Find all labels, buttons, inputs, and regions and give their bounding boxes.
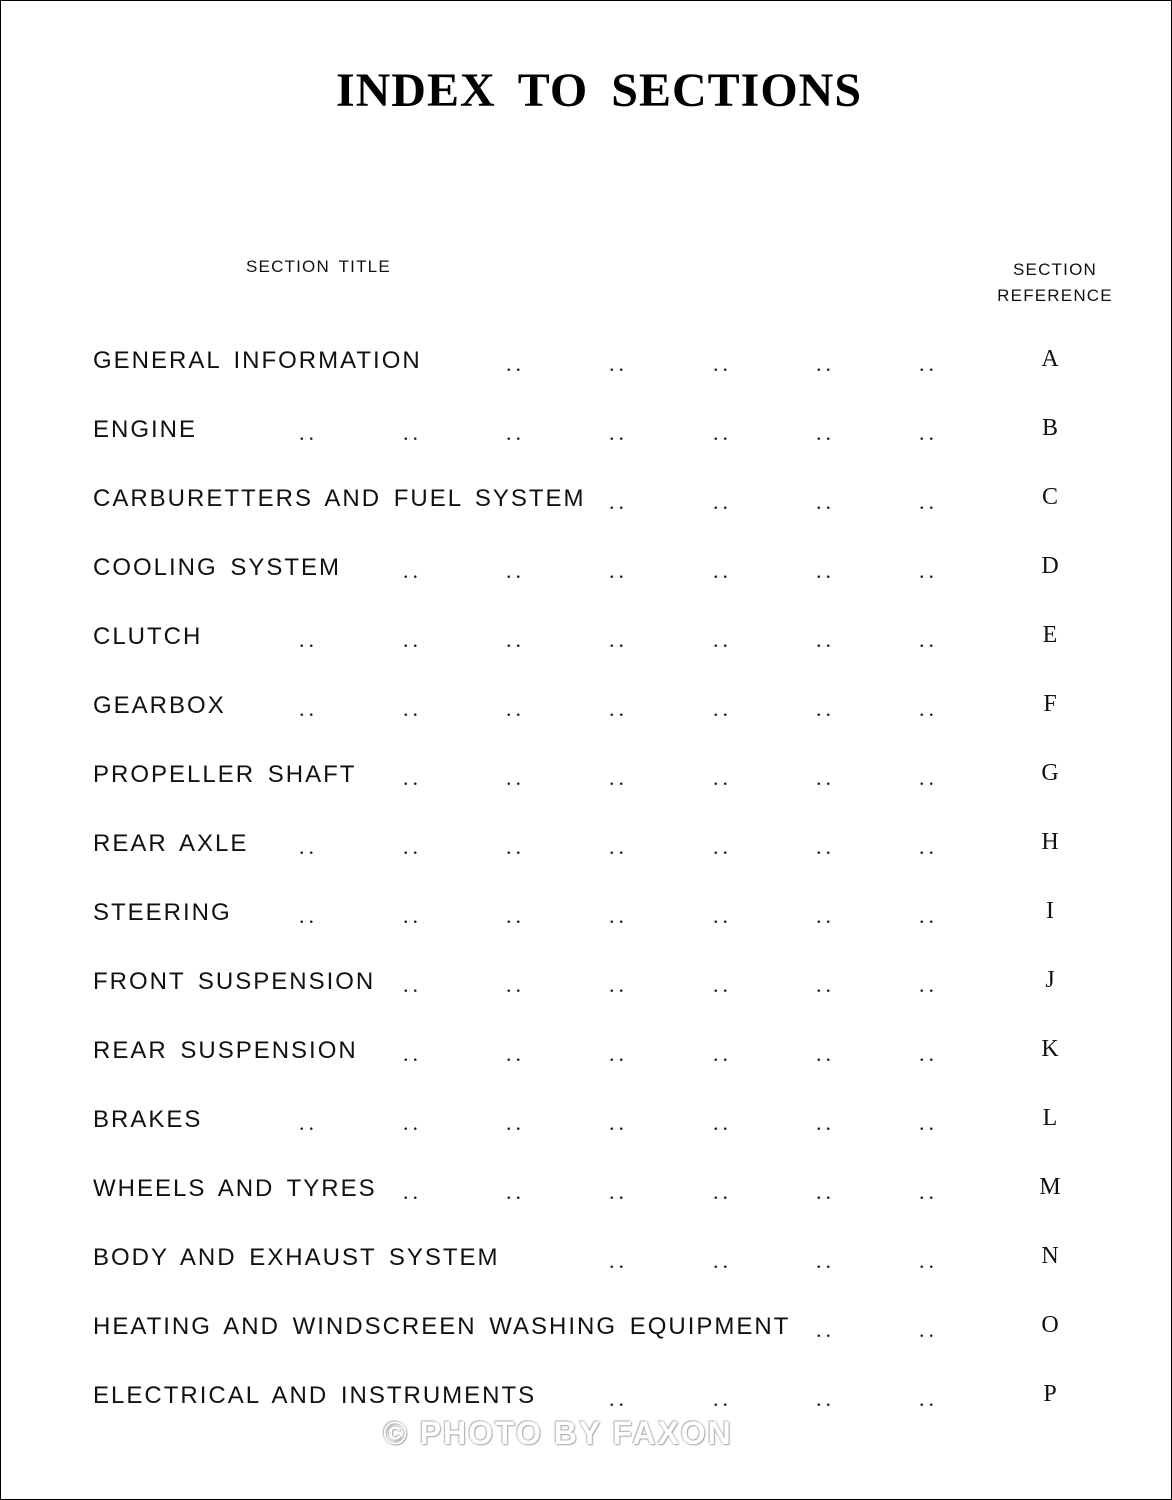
leader-dots: ..	[816, 1317, 835, 1342]
leader-dots: ..	[299, 834, 318, 859]
leader-dots: ..	[816, 696, 835, 721]
leader-dots: ..	[816, 1179, 835, 1204]
leader-dots: ..	[713, 1041, 732, 1066]
section-title: FRONT SUSPENSION	[93, 968, 376, 995]
section-reference-column-header	[981, 257, 1129, 309]
section-title: ENGINE	[93, 416, 198, 443]
leader-dots: ..	[713, 351, 732, 376]
section-row	[1, 761, 1172, 801]
section-row	[1, 1244, 1172, 1284]
leader-dots: ..	[713, 489, 732, 514]
section-title: HEATING AND WINDSCREEN WASHING EQUIPMENT	[93, 1313, 791, 1340]
section-reference: K	[1041, 1036, 1059, 1062]
leader-dots: ..	[713, 558, 732, 583]
leader-dots: ..	[609, 1110, 628, 1135]
leader-dots: ..	[506, 696, 525, 721]
leader-dots: ..	[919, 696, 938, 721]
section-row	[1, 692, 1172, 732]
leader-dots: ..	[609, 765, 628, 790]
leader-dots: ..	[506, 834, 525, 859]
leader-dots: ..	[506, 627, 525, 652]
leader-dots: ..	[609, 903, 628, 928]
leader-dots: ..	[713, 1248, 732, 1273]
leader-dots: ..	[506, 558, 525, 583]
section-reference: D	[1041, 553, 1059, 579]
leader-dots: ..	[919, 1317, 938, 1342]
section-title: REAR SUSPENSION	[93, 1037, 358, 1064]
section-reference: G	[1041, 760, 1059, 786]
leader-dots: ..	[919, 489, 938, 514]
leader-dots: ..	[816, 489, 835, 514]
section-reference: F	[1043, 691, 1057, 717]
leader-dots: ..	[713, 420, 732, 445]
section-reference-header-line2: REFERENCE	[997, 286, 1113, 305]
leader-dots: ..	[506, 420, 525, 445]
section-title: ELECTRICAL AND INSTRUMENTS	[93, 1382, 537, 1409]
leader-dots: ..	[919, 351, 938, 376]
leader-dots: ..	[919, 1386, 938, 1411]
section-reference-header-line1: SECTION	[1013, 260, 1097, 279]
section-row	[1, 830, 1172, 870]
leader-dots: ..	[609, 351, 628, 376]
leader-dots: ..	[506, 1179, 525, 1204]
leader-dots: ..	[816, 903, 835, 928]
section-title: GEARBOX	[93, 692, 226, 719]
leader-dots: ..	[403, 834, 422, 859]
leader-dots: ..	[816, 420, 835, 445]
leader-dots: ..	[816, 627, 835, 652]
leader-dots: ..	[713, 903, 732, 928]
leader-dots: ..	[506, 903, 525, 928]
leader-dots: ..	[299, 420, 318, 445]
section-reference: J	[1045, 967, 1055, 993]
leader-dots: ..	[609, 420, 628, 445]
section-row	[1, 347, 1172, 387]
section-row	[1, 899, 1172, 939]
section-row	[1, 1037, 1172, 1077]
leader-dots: ..	[919, 1248, 938, 1273]
section-title: STEERING	[93, 899, 232, 926]
leader-dots: ..	[816, 558, 835, 583]
leader-dots: ..	[299, 903, 318, 928]
section-row	[1, 968, 1172, 1008]
leader-dots: ..	[713, 696, 732, 721]
section-title: BRAKES	[93, 1106, 203, 1133]
section-title: WHEELS AND TYRES	[93, 1175, 377, 1202]
leader-dots: ..	[713, 765, 732, 790]
leader-dots: ..	[919, 903, 938, 928]
leader-dots: ..	[919, 1110, 938, 1135]
section-title-column-header: SECTION TITLE	[246, 257, 391, 276]
leader-dots: ..	[713, 1179, 732, 1204]
section-reference: M	[1039, 1174, 1061, 1200]
leader-dots: ..	[609, 972, 628, 997]
leader-dots: ..	[919, 1041, 938, 1066]
section-row	[1, 623, 1172, 663]
leader-dots: ..	[816, 1110, 835, 1135]
leader-dots: ..	[919, 627, 938, 652]
leader-dots: ..	[609, 834, 628, 859]
section-row	[1, 1175, 1172, 1215]
section-title: CLUTCH	[93, 623, 203, 650]
leader-dots: ..	[919, 1179, 938, 1204]
section-reference: O	[1041, 1312, 1059, 1338]
leader-dots: ..	[609, 1179, 628, 1204]
leader-dots: ..	[919, 420, 938, 445]
leader-dots: ..	[713, 1386, 732, 1411]
leader-dots: ..	[919, 765, 938, 790]
section-title: GENERAL INFORMATION	[93, 347, 422, 374]
leader-dots: ..	[609, 1041, 628, 1066]
photo-watermark: © PHOTO BY FAXON	[383, 1415, 733, 1451]
leader-dots: ..	[816, 1041, 835, 1066]
section-row	[1, 1106, 1172, 1146]
section-reference: C	[1041, 484, 1058, 510]
section-reference: E	[1042, 622, 1058, 648]
section-title: COOLING SYSTEM	[93, 554, 342, 581]
leader-dots: ..	[403, 972, 422, 997]
section-reference: B	[1041, 415, 1058, 441]
leader-dots: ..	[403, 765, 422, 790]
leader-dots: ..	[816, 765, 835, 790]
leader-dots: ..	[609, 1248, 628, 1273]
leader-dots: ..	[403, 420, 422, 445]
leader-dots: ..	[299, 1110, 318, 1135]
section-reference: I	[1046, 898, 1054, 924]
leader-dots: ..	[609, 489, 628, 514]
leader-dots: ..	[609, 1386, 628, 1411]
leader-dots: ..	[713, 834, 732, 859]
leader-dots: ..	[403, 1179, 422, 1204]
leader-dots: ..	[403, 1110, 422, 1135]
section-title: PROPELLER SHAFT	[93, 761, 357, 788]
leader-dots: ..	[609, 696, 628, 721]
section-title: BODY AND EXHAUST SYSTEM	[93, 1244, 500, 1271]
leader-dots: ..	[816, 351, 835, 376]
leader-dots: ..	[506, 1041, 525, 1066]
leader-dots: ..	[403, 903, 422, 928]
leader-dots: ..	[919, 834, 938, 859]
leader-dots: ..	[816, 1386, 835, 1411]
leader-dots: ..	[299, 627, 318, 652]
section-reference: L	[1042, 1105, 1058, 1131]
section-reference: H	[1041, 829, 1059, 855]
section-row	[1, 1313, 1172, 1353]
leader-dots: ..	[609, 627, 628, 652]
leader-dots: ..	[299, 696, 318, 721]
leader-dots: ..	[919, 558, 938, 583]
section-title: REAR AXLE	[93, 830, 249, 857]
leader-dots: ..	[713, 972, 732, 997]
leader-dots: ..	[403, 696, 422, 721]
leader-dots: ..	[919, 972, 938, 997]
leader-dots: ..	[403, 558, 422, 583]
section-row	[1, 554, 1172, 594]
section-reference: N	[1041, 1243, 1059, 1269]
section-row	[1, 485, 1172, 525]
leader-dots: ..	[506, 972, 525, 997]
leader-dots: ..	[609, 558, 628, 583]
section-reference: A	[1041, 346, 1059, 372]
leader-dots: ..	[506, 351, 525, 376]
leader-dots: ..	[403, 1041, 422, 1066]
leader-dots: ..	[506, 765, 525, 790]
section-row	[1, 416, 1172, 456]
leader-dots: ..	[713, 627, 732, 652]
section-title: CARBURETTERS AND FUEL SYSTEM	[93, 485, 586, 512]
leader-dots: ..	[403, 627, 422, 652]
section-reference: P	[1043, 1381, 1057, 1407]
page-title: INDEX TO SECTIONS	[335, 64, 863, 117]
leader-dots: ..	[816, 834, 835, 859]
leader-dots: ..	[713, 1110, 732, 1135]
leader-dots: ..	[816, 972, 835, 997]
leader-dots: ..	[816, 1248, 835, 1273]
leader-dots: ..	[506, 1110, 525, 1135]
